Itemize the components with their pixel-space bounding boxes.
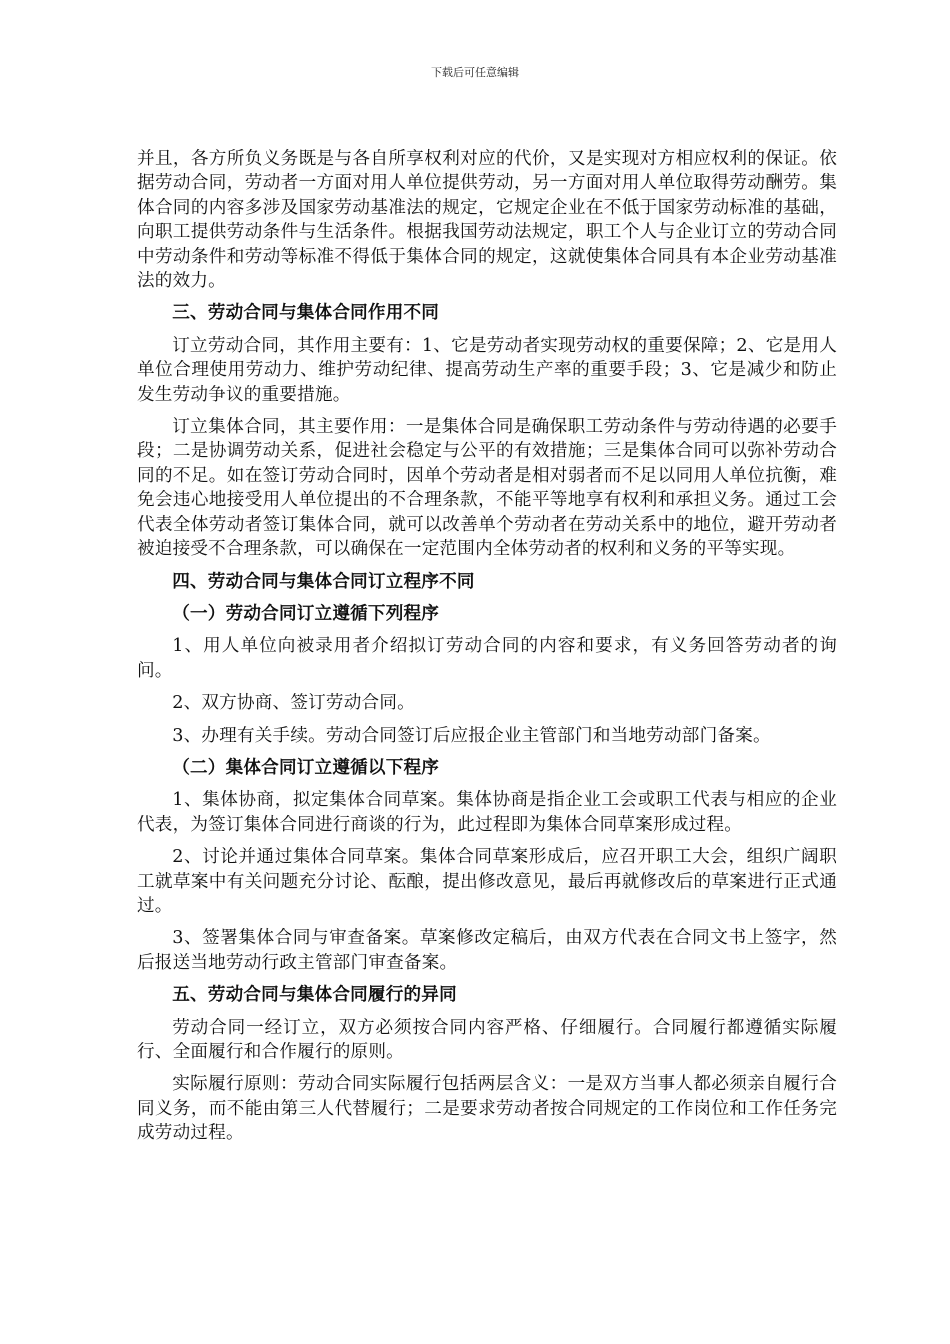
paragraph-labor-contract-role: 订立劳动合同，其作用主要有：1、它是劳动者实现劳动权的重要保障；2、它是用人单位合理使用劳动力、维护劳动纪律、提高劳动生产率的重要手段；3、它是减少和防止发生劳动争议的重要措施。 [137,335,837,405]
document-body [137,147,837,1146]
subsection-heading-4-1: （一）劳动合同订立遵循下列程序 [172,602,440,624]
paragraph-continuation: 并且，各方所负义务既是与各自所享权利对应的代价，又是实现对方相应权利的保证。依据劳动合同，劳动者一方面对用人单位提供劳动，另一方面对用人单位取得劳动酬劳。集体合同的内容多涉及国家劳动基准法的规定，它规定企业在不低于国家劳动标准的基础，向职工提供劳动条件与生活条件。根据我国劳动法规定，职工个人与企业订立的劳动合同中劳动条件和劳动等标准不得低于集体合同的规定，这就使集体合同具有本企业劳动基准法的效力。 [137,149,837,292]
section-heading-3: 三、劳动合同与集体合同作用不同 [172,302,440,324]
paragraph-collective-contract-role: 订立集体合同，其主要作用：一是集体合同是确保职工劳动条件与劳动待遇的必要手段；二是协调劳动关系，促进社会稳定与公平的有效措施；三是集体合同可以弥补劳动合同的不足。如在签订劳动合同时，因单个劳动者是相对弱者而不足以同用人单位抗衡，难免会违心地接受用人单位提出的不合理条款，不能平等地享有权利和承担义务。通过工会代表全体劳动者签订集体合同，就可以改善单个劳动者在劳动关系中的地位，避开劳动者被迫接受不合理条款，可以确保在一定范围内全体劳动者的权利和义务的平等实现。 [137,417,837,560]
paragraph-performance-principles: 劳动合同一经订立，双方必须按合同内容严格、仔细履行。合同履行都遵循实际履行、全面履行和合作履行的原则。 [137,1017,837,1062]
page-header-note: 下载后可任意编辑 [431,66,519,79]
paragraph-actual-performance: 实际履行原则：劳动合同实际履行包括两层含义：一是双方当事人都必须亲自履行合同义务，而不能由第三人代替履行；二是要求劳动者按合同规定的工作岗位和工作任务完成劳动过程。 [137,1074,837,1144]
list-item-4-2-2: 2、讨论并通过集体合同草案。集体合同草案形成后，应召开职工大会，组织广阔职工就草案中有关问题充分讨论、酝酿，提出修改意见，最后再就修改后的草案进行正式通过。 [137,847,837,916]
list-item-4-1-3: 3、办理有关手续。劳动合同签订后应报企业主管部门和当地劳动部门备案。 [172,725,771,746]
section-heading-4: 四、劳动合同与集体合同订立程序不同 [172,570,475,592]
subsection-heading-4-2: （二）集体合同订立遵循以下程序 [172,756,440,778]
list-item-4-1-1: 1、用人单位向被录用者介绍拟订劳动合同的内容和要求，有义务回答劳动者的询问。 [137,636,837,681]
section-heading-5: 五、劳动合同与集体合同履行的异同 [172,984,457,1006]
list-item-4-2-3: 3、签署集体合同与审查备案。草案修改定稿后，由双方代表在合同文书上签字，然后报送当地劳动行政主管部门审查备案。 [137,928,837,973]
list-item-4-1-2: 2、双方协商、签订劳动合同。 [172,693,415,714]
list-item-4-2-1: 1、集体协商，拟定集体合同草案。集体协商是指企业工会或职工代表与相应的企业代表，为签订集体合同进行商谈的行为，此过程即为集体合同草案形成过程。 [137,790,837,835]
